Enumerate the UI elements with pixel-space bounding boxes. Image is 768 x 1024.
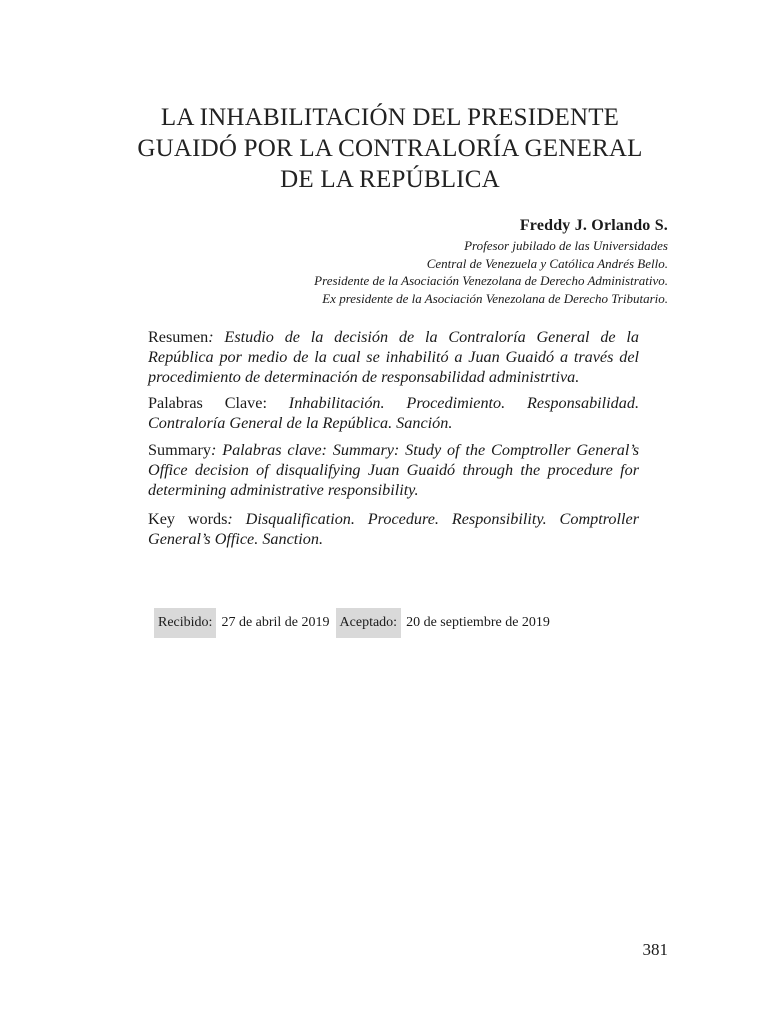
palabras-clave-paragraph [148, 394, 639, 434]
resumen-text: : Estudio de la decisión de la Contraloría General de la República por medio de la cual se inhabilitó a Juan Guaidó a través del procedimiento de determinación de responsabilidad administrtiva. [148, 328, 639, 386]
keywords-text: : Disqualification. Procedure. Responsibility. Comptroller General’s Office. Sanction. [148, 510, 639, 549]
resumen-label: Resumen [148, 328, 209, 346]
keywords-label: Key words [148, 510, 228, 529]
author-block [108, 216, 668, 307]
article-title [100, 102, 680, 195]
accepted-date: 20 de septiembre de 2019 [406, 615, 550, 630]
author-affiliation-3: Presidente de la Asociación Venezolana de Derecho Administrativo. [314, 273, 668, 288]
author-name: Freddy J. Orlando S. [519, 217, 668, 234]
summary-paragraph [148, 441, 639, 500]
author-affiliation-1: Profesor jubilado de las Universidades [464, 238, 668, 253]
title-line-1: LA INHABILITACIÓN DEL PRESIDENTE [160, 104, 620, 131]
received-date: 27 de abril de 2019 [221, 615, 330, 630]
keywords-paragraph [148, 510, 639, 550]
author-affiliation-2: Central de Venezuela y Católica Andrés Bello. [426, 255, 668, 271]
author-affiliation-4: Ex presidente de la Asociación Venezolana de Derecho Tributario. [322, 290, 668, 306]
summary-text: : Palabras clave: Summary: Study of the Comptroller General’s Office decision of disqualifying Juan Guaidó through the procedure for determining administrative responsibility. [148, 440, 639, 499]
page-number: 381 [642, 940, 668, 959]
accepted-label: Aceptado: [336, 608, 402, 638]
palabras-clave-text: Inhabilitación. Procedimiento. Responsabilidad. Contraloría General de la República. Sanción. [148, 394, 639, 433]
title-line-2: GUAIDÓ POR LA CONTRALORÍA GENERAL [137, 135, 643, 162]
summary-label: Summary [148, 440, 211, 459]
received-label: Recibido: [154, 608, 216, 638]
abstract-section [148, 328, 639, 557]
resumen-paragraph [148, 328, 639, 387]
palabras-clave-label: Palabras Clave: [148, 394, 267, 413]
dates-row [154, 608, 556, 638]
title-line-3: DE LA REPÚBLICA [280, 166, 500, 193]
